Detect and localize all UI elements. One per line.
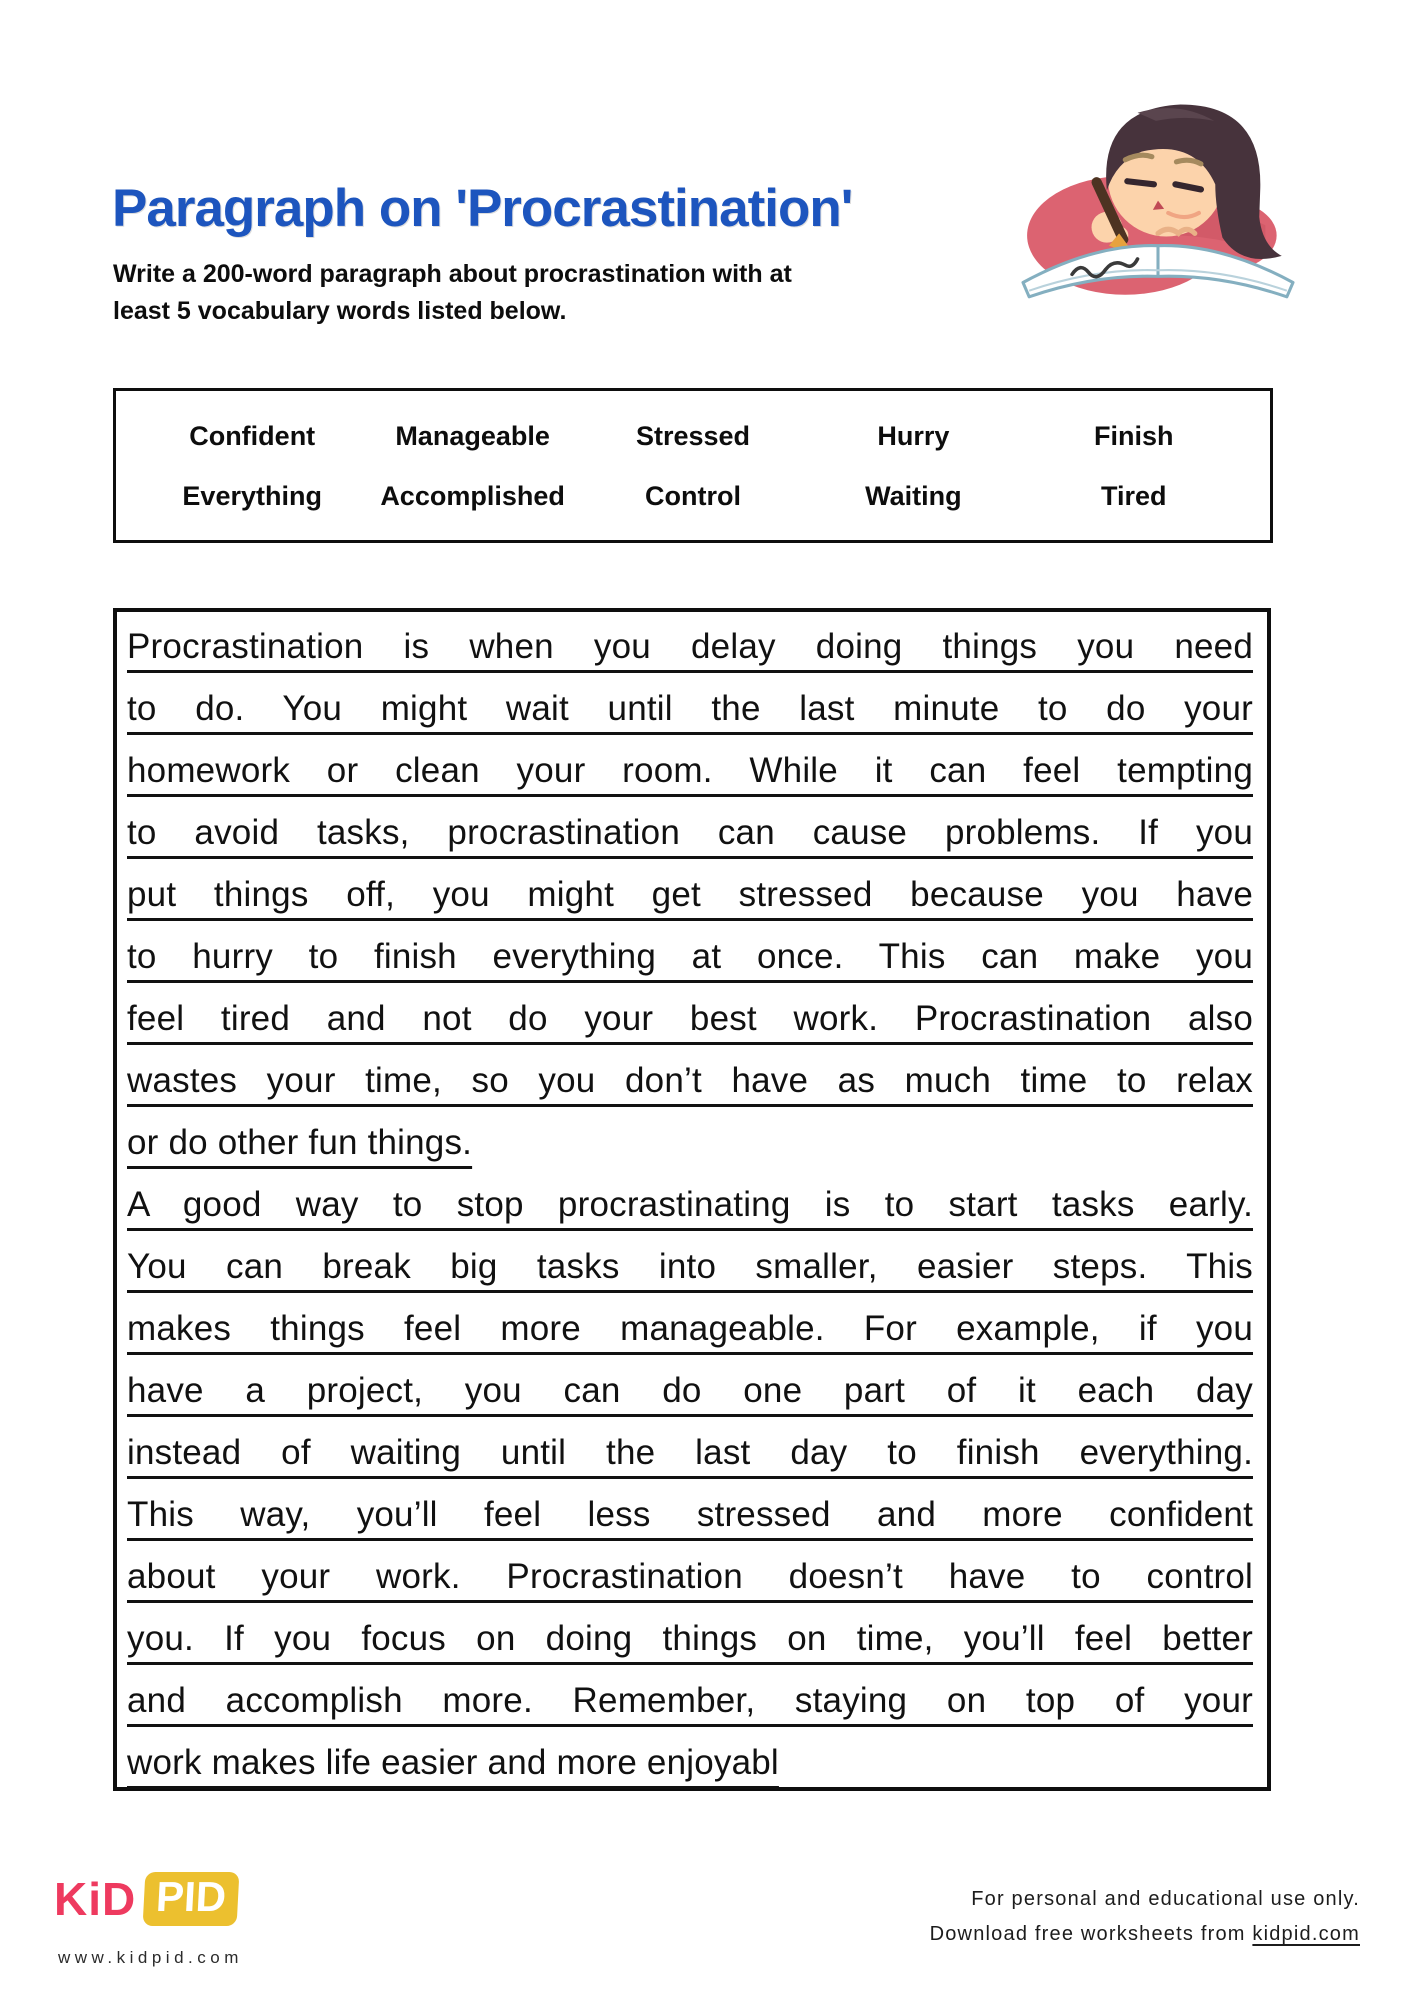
paragraph-line: feel tired and not do your best work. Procrastination also (127, 999, 1253, 1038)
paragraph-line: and accomplish more. Remember, staying on top of your (127, 1681, 1253, 1720)
vocab-word-tired: Tired (1101, 480, 1167, 511)
usage-notice-line-1: For personal and educational use only. (971, 1888, 1360, 1910)
girl-writing-illustration (1002, 80, 1314, 305)
kidpid-logo-kid: KiD (54, 1873, 137, 1925)
paragraph-line: to avoid tasks, procrastination can cause problems. If you (127, 813, 1253, 852)
page-title: Paragraph on 'Procrastination' (112, 179, 853, 238)
paragraph-line: to hurry to finish everything at once. This can make you (127, 937, 1253, 976)
paragraph-line: Procrastination is when you delay doing things you need (127, 627, 1253, 666)
vocab-word-everything: Everything (182, 480, 322, 511)
paragraph-answer-box (113, 608, 1271, 1791)
kidpid-logo-pid: PID (143, 1872, 240, 1926)
page-subtitle (113, 256, 833, 330)
subtitle-line-2: least 5 vocabulary words listed below. (113, 297, 567, 325)
paragraph-line: makes things feel more manageable. For example, if you (127, 1309, 1253, 1348)
vocab-word-accomplished: Accomplished (380, 480, 565, 511)
usage-notice (930, 1882, 1360, 1952)
vocab-word-finish: Finish (1094, 421, 1174, 452)
vocab-word-confident: Confident (189, 421, 316, 452)
kidpid-link[interactable]: kidpid.com (1252, 1923, 1360, 1945)
paragraph-line: put things off, you might get stressed because you have (127, 875, 1253, 914)
paragraph-line: You can break big tasks into smaller, easier steps. This (127, 1247, 1253, 1286)
website-url: www.kidpid.com (58, 1948, 243, 1967)
vocab-word-stressed: Stressed (635, 421, 751, 452)
paragraph-line: This way, you’ll feel less stressed and more confident (127, 1495, 1253, 1534)
paragraph-line: homework or clean your room. While it can feel tempting (127, 751, 1253, 790)
vocab-word-hurry: Hurry (877, 421, 950, 452)
paragraph-line: you. If you focus on doing things on time, you’ll feel better (127, 1619, 1253, 1658)
paragraph-line: or do other fun things. (127, 1123, 473, 1162)
vocabulary-box (113, 388, 1273, 543)
paragraph-line: about your work. Procrastination doesn’t have to control (127, 1557, 1253, 1596)
kidpid-logo (54, 1872, 238, 1926)
paragraph-line: work makes life easier and more enjoyabl (127, 1743, 779, 1782)
usage-notice-line-2-text: Download free worksheets from (929, 1923, 1253, 1945)
paragraph-line: instead of waiting until the last day to finish everything. (127, 1433, 1253, 1472)
vocab-word-waiting: Waiting (865, 480, 962, 511)
paragraph-line: have a project, you can do one part of it each day (127, 1371, 1253, 1410)
subtitle-line-1: Write a 200-word paragraph about procrastination with at (113, 260, 792, 288)
vocab-word-manageable: Manageable (395, 421, 550, 452)
paragraph-line: to do. You might wait until the last minute to do your (127, 689, 1253, 728)
paragraph-line: wastes your time, so you don’t have as much time to relax (127, 1061, 1253, 1100)
vocab-word-control: Control (645, 480, 741, 511)
paragraph-line: A good way to stop procrastinating is to start tasks early. (127, 1185, 1253, 1224)
usage-notice-line-2 (930, 1917, 1360, 1952)
